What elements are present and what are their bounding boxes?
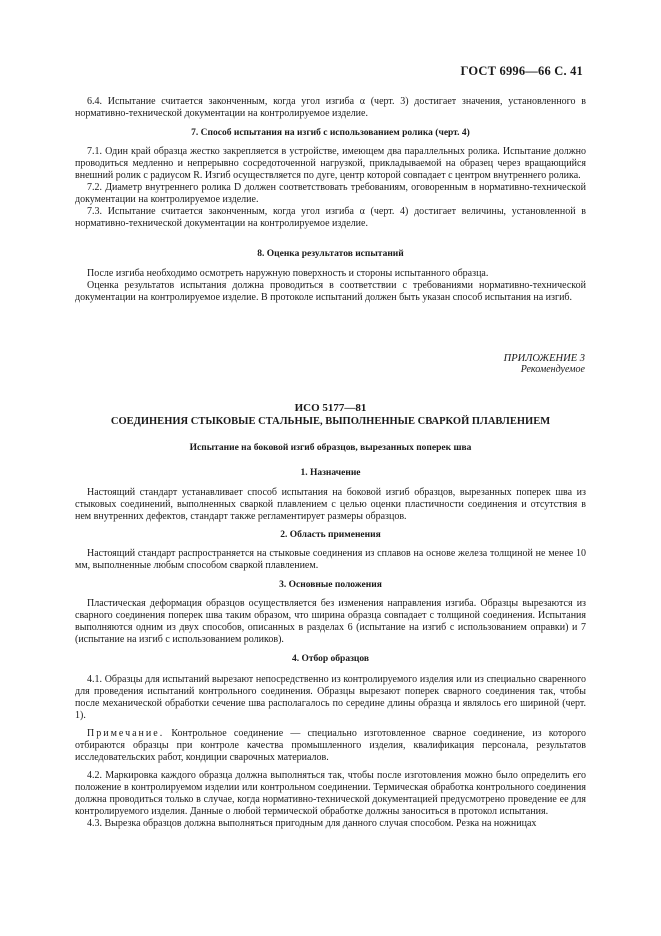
section-2-title: 2. Область применения — [280, 530, 381, 540]
note-text: Контрольное соединение — специально изготовленное сварное соединение, из которого отбираются образцы при контроле качества промышленного изделия, квалификация персонала, результатов исследовательских работ, кондиции сварочных материалов. — [75, 728, 586, 763]
paragraph-4-3: 4.3. Вырезка образцов должна выполняться пригодным для данного случая способом. Резка на ножницах — [87, 818, 537, 829]
section-3 — [75, 579, 586, 591]
appendix-number: ПРИЛОЖЕНИЕ 3 — [503, 353, 585, 364]
paragraph-7-3: 7.3. Испытание считается законченным, когда угол изгиба α (черт. 4) достигает величины, установленной в нормативно-технической документации на контролируемое изделие. — [75, 206, 586, 229]
section-1-body — [75, 487, 586, 523]
appendix-label — [504, 353, 585, 375]
section-7 — [75, 127, 586, 139]
paragraph-3: Пластическая деформация образцов осуществляется без изменения направления изгиба. Образцы вырезаются из сварного соединения поперек шва таким образом, что ширина образца совпадает с толщиной соединения. Испытания выполняются одним из двух способов, описанных в разделах 6 (испытание на изгиб с использованием оправки) и 7 (испытание на изгиб с использованием роликов). — [75, 598, 586, 645]
section-7-title: 7. Способ испытания на изгиб с использованием ролика (черт. 4) — [191, 128, 470, 138]
section-6-end — [75, 96, 586, 120]
section-3-body — [75, 598, 586, 646]
page-header: ГОСТ 6996—66 С. 41 — [460, 64, 583, 78]
section-1 — [75, 467, 586, 479]
paragraph-1: Настоящий стандарт устанавливает способ испытания на боковой изгиб образцов, вырезанных поперек шва из стыковых соединений, выполненных сваркой плавлением с целью оценки пластичности соединения и отсутствия в нем внутренних дефектов, стандарт также регламентирует размеры образцов. — [75, 487, 586, 522]
paragraph-7-1: 7.1. Один край образца жестко закрепляется в устройстве, имеющем два параллельных ролика. Испытание должно проводиться медленно и непрерывно сосредоточенной нагрузкой, прикладываемой на образец через вращающийся внешний ролик с радиусом R. Изгиб осуществляется по дуге, центр которой совпадает с центром внутреннего ролика. — [75, 146, 586, 181]
document-subtitle-block — [75, 442, 586, 454]
document-subtitle: Испытание на боковой изгиб образцов, вырезанных поперек шва — [189, 443, 472, 453]
paragraph-6-4: 6.4. Испытание считается законченным, когда угол изгиба α (черт. 3) достигает значения, установленного в нормативно-технической документации на контролируемое изделие. — [75, 96, 586, 119]
note-paragraph — [75, 728, 586, 764]
section-8 — [75, 248, 586, 260]
paragraph-8-b: Оценка результатов испытания должна проводиться в соответствии с требованиями нормативно-технической документации на контролируемое изделие. В протоколе испытаний должен быть указан способ испытания на изгиб. — [75, 280, 586, 303]
document-title: СОЕДИНЕНИЯ СТЫКОВЫЕ СТАЛЬНЫЕ, ВЫПОЛНЕННЫЕ СВАРКОЙ ПЛАВЛЕНИЕМ — [110, 416, 551, 427]
section-7-body — [75, 146, 586, 230]
paragraph-7-2: 7.2. Диаметр внутреннего ролика D должен соответствовать требованиям, оговоренным в нормативно-технической документации на контролируемое изделие. — [75, 182, 586, 205]
iso-number: ИСО 5177—81 — [294, 402, 367, 414]
paragraph-8-a: После изгиба необходимо осмотреть наружную поверхность и стороны испытанного образца. — [87, 268, 489, 279]
paragraph-4-2: 4.2. Маркировка каждого образца должна выполняться так, чтобы после изготовления можно было определить его положение в контролируемом изделии или контрольном соединении. Термическая обработка контрольного соединения должна проводиться только в случае, когда нормативно-технической документацией предусмотрено проведение ее для контролируемого изделия. Данные о любой термической обработке должны заноситься в протокол испытания. — [75, 770, 586, 817]
paragraph-4-1: 4.1. Образцы для испытаний вырезают непосредственно из контролируемого изделия или из специально сваренного для проведения испытаний контрольного соединения. Образцы вырезают поперек сварного соединения так, чтобы после механической обработки сечение шва располагалось по середине длины образца и являлось его шириной (черт. 1). — [75, 674, 586, 721]
document-heading — [75, 402, 586, 428]
section-2 — [75, 529, 586, 541]
section-3-title: 3. Основные положения — [279, 580, 382, 590]
appendix-status: Рекомендуемое — [520, 364, 585, 375]
note-label: Примечание. — [87, 728, 165, 739]
section-4-body — [75, 674, 586, 830]
section-4-title: 4. Отбор образцов — [291, 654, 370, 664]
section-4 — [75, 653, 586, 665]
section-2-body — [75, 548, 586, 572]
section-8-title: 8. Оценка результатов испытаний — [257, 249, 404, 259]
section-1-title: 1. Назначение — [300, 468, 361, 478]
paragraph-2: Настоящий стандарт распространяется на стыковые соединения из сплавов на основе железа толщиной не менее 10 мм, выполненные любым способом сваркой плавлением. — [75, 548, 586, 571]
section-8-body — [75, 268, 586, 304]
